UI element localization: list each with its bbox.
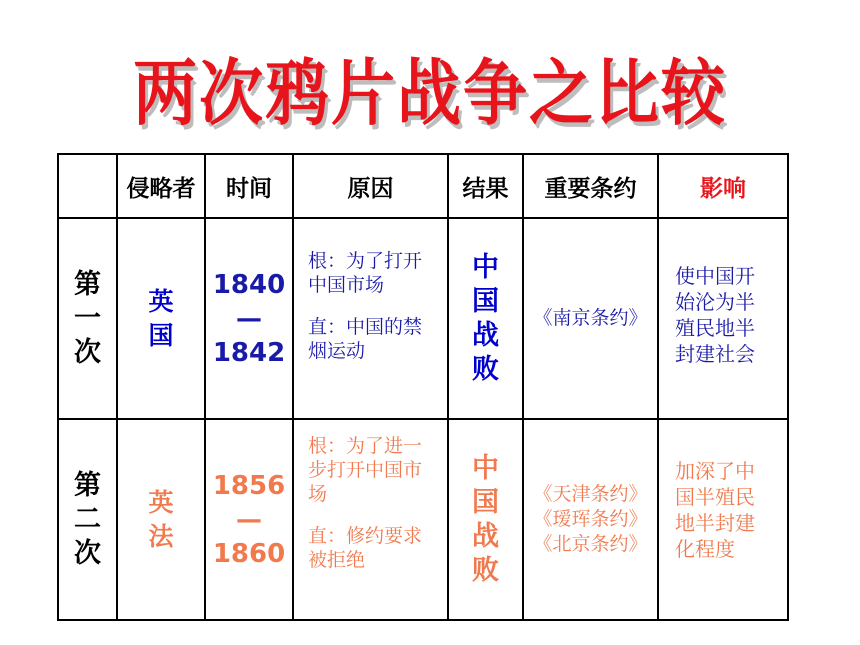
result-cell: 中 国 战 败 <box>448 419 523 620</box>
invader-cell: 英 国 <box>117 218 205 419</box>
reason-root: 根：为了打开中国市场 <box>308 250 423 297</box>
header-reason: 原因 <box>293 154 448 218</box>
treaty-cell: 《天津条约》 《瑷珲条约》 《北京条约》 <box>523 419 658 620</box>
reason-root: 根：为了进一步打开中国市场 <box>308 435 423 506</box>
invader-cell: 英 法 <box>117 419 205 620</box>
row-label: 第 一 次 <box>58 218 117 419</box>
result-cell: 中 国 战 败 <box>448 218 523 419</box>
reason-direct: 直：中国的禁烟运动 <box>308 316 423 363</box>
header-blank <box>58 154 117 218</box>
header-row <box>58 154 788 218</box>
header-impact: 影响 <box>658 154 788 218</box>
comparison-table <box>57 153 789 621</box>
header-result: 结果 <box>448 154 523 218</box>
row-label: 第 二 次 <box>58 419 117 620</box>
header-time: 时间 <box>205 154 293 218</box>
table-row-first-war <box>58 218 788 419</box>
header-treaty: 重要条约 <box>523 154 658 218</box>
header-invader: 侵略者 <box>117 154 205 218</box>
table-row-second-war <box>58 419 788 620</box>
time-cell: 1840 — 1842 <box>205 218 293 419</box>
page-title: 两次鸦片战争之比较 <box>133 53 727 137</box>
treaty-cell: 《南京条约》 <box>523 218 658 419</box>
impact-cell: 加深了中国半殖民地半封建化程度 <box>658 419 788 620</box>
impact-cell: 使中国开始沦为半殖民地半封建社会 <box>658 218 788 419</box>
reason-cell <box>293 218 448 419</box>
time-cell: 1856 — 1860 <box>205 419 293 620</box>
reason-direct: 直：修约要求被拒绝 <box>308 525 423 572</box>
reason-cell <box>293 419 448 620</box>
